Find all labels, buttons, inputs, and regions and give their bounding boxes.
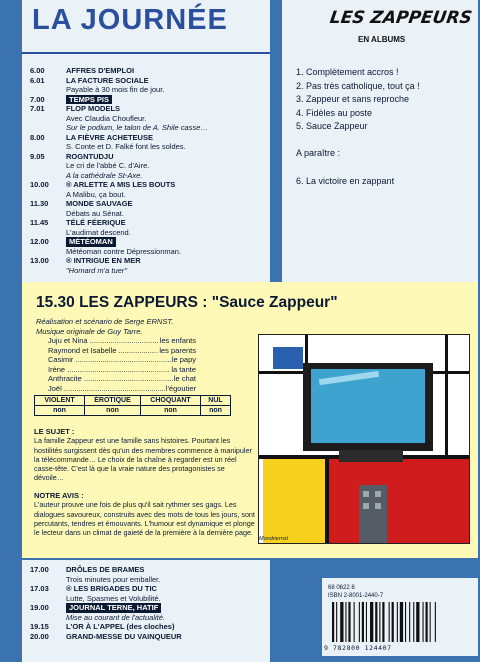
cast-actor: Raymond et Isabelle ..... bbox=[48, 346, 158, 356]
cast-role: les parents bbox=[159, 345, 196, 355]
program-name: ® INTRIGUE EN MER bbox=[66, 256, 141, 265]
barcode-bar bbox=[375, 602, 377, 642]
barcode-bar bbox=[348, 602, 350, 642]
album-list bbox=[296, 66, 420, 134]
barcode-bar bbox=[400, 602, 403, 642]
sujet-heading: LE SUJET : bbox=[34, 427, 75, 436]
schedule-time: 19.00 bbox=[30, 603, 49, 612]
cast-row bbox=[48, 346, 196, 356]
schedule-time: 7.01 bbox=[30, 104, 45, 113]
program-name: DRÔLES DE BRAMES bbox=[66, 565, 145, 574]
barcode-digits: 9 782800 124407 bbox=[324, 644, 392, 652]
barcode-bar bbox=[370, 602, 373, 642]
rating-header: ÉROTIQUE bbox=[85, 396, 141, 406]
barcode-bar bbox=[405, 602, 406, 642]
cast-row bbox=[48, 336, 196, 346]
program-name: MONDE SAUVAGE bbox=[66, 199, 133, 208]
cast-role: l'égoutier bbox=[165, 383, 196, 393]
program-description: Le cri de l'abbé C. d'Aire. bbox=[66, 161, 150, 170]
barcode-bar bbox=[423, 602, 424, 642]
logo-subtitle: EN ALBUMS bbox=[358, 35, 406, 44]
barcode-bar bbox=[416, 602, 419, 642]
album-item: 4. Fidèles au poste bbox=[296, 107, 373, 118]
barcode-bar bbox=[426, 602, 428, 642]
program-name: FLOP MODELS bbox=[66, 104, 121, 113]
schedule-row bbox=[30, 237, 265, 247]
rating-value: non bbox=[141, 406, 201, 416]
cast-actor: Anthracite ..... bbox=[48, 374, 173, 384]
program-name: ® LES BRIGADES DU TIC bbox=[66, 584, 157, 593]
schedule-row bbox=[30, 256, 265, 266]
schedule-row bbox=[30, 218, 265, 228]
barcode-bar bbox=[382, 602, 384, 642]
art-window bbox=[375, 491, 381, 497]
program-description: Trois minutes pour emballer. bbox=[66, 574, 161, 584]
schedule-time: 8.00 bbox=[30, 132, 45, 142]
avis-text: L'auteur prouve une fois de plus qu'il sait rythmer ses gags. Les dialogues savoureux, construits avec des mots de tous les jours, sont percutants, tendres et émouvants. L'humour est dynamique et plonge le lecteur dans un climat de gaieté de la première à la dernière page. bbox=[34, 500, 255, 538]
art-yellow-block bbox=[263, 459, 325, 544]
album-item: 1. Complètement accros ! bbox=[296, 67, 399, 77]
cast-row bbox=[48, 374, 196, 384]
rating-value: non bbox=[201, 406, 231, 416]
schedule-time: 19.15 bbox=[30, 622, 49, 631]
barcode-bar bbox=[332, 602, 334, 642]
catalog-code: 68 0622 8 bbox=[328, 585, 355, 591]
rating-header: NUL bbox=[201, 396, 231, 406]
program-name: ROGNTUDJU bbox=[66, 151, 114, 161]
program-description: A la cathédrale St-Axe. bbox=[66, 170, 143, 180]
schedule-time: 6.00 bbox=[30, 66, 45, 75]
art-line bbox=[445, 335, 448, 459]
evening-schedule bbox=[30, 565, 265, 641]
program-name: LA FIÈVRE ACHETEUSE bbox=[66, 132, 153, 142]
schedule-row bbox=[30, 95, 265, 105]
schedule-time: 11.45 bbox=[30, 218, 49, 227]
title-divider bbox=[22, 52, 270, 54]
rating-table bbox=[34, 395, 231, 416]
program-description: Mise au courant de l'actualité. bbox=[66, 612, 165, 622]
program-description: Météoman contre Dépressionman. bbox=[66, 246, 182, 256]
album-item: 3. Zappeur et sans reproche bbox=[296, 94, 410, 104]
cast-actor: Juju et Nina ..... bbox=[48, 336, 159, 346]
cast-row bbox=[48, 355, 196, 365]
rating-value: non bbox=[35, 406, 85, 416]
rating-header: VIOLENT bbox=[35, 396, 85, 406]
barcode-bar bbox=[379, 602, 380, 642]
schedule-time: 13.00 bbox=[30, 256, 49, 265]
zappeurs-logo: LES ZAPPEURS bbox=[328, 8, 474, 28]
schedule-time: 10.00 bbox=[30, 180, 49, 189]
program-description: L'audimat descend. bbox=[66, 227, 131, 237]
program-name: TEMPS PIS bbox=[66, 95, 112, 105]
schedule-row bbox=[30, 603, 265, 613]
schedule-row bbox=[30, 584, 265, 594]
barcode-bar bbox=[397, 602, 398, 642]
program-name: AFFRES D'EMPLOI bbox=[66, 66, 135, 75]
schedule-row bbox=[30, 133, 265, 143]
schedule-row bbox=[30, 622, 265, 632]
cast-actor: Irène ..... bbox=[48, 365, 170, 375]
avis-section bbox=[34, 491, 256, 537]
barcode-bar bbox=[354, 602, 355, 642]
art-window bbox=[363, 491, 369, 497]
barcode-bar bbox=[366, 602, 367, 642]
program-name: L'OR À L'APPEL (des cloches) bbox=[66, 622, 175, 631]
avis-heading: NOTRE AVIS : bbox=[34, 491, 84, 500]
morning-schedule bbox=[30, 66, 265, 275]
rating-header: CHOQUANT bbox=[141, 396, 201, 406]
schedule-row bbox=[30, 76, 265, 86]
program-name: TÉLÉ FÉERIQUE bbox=[66, 218, 126, 227]
barcode-bar bbox=[413, 602, 414, 642]
art-blue-block bbox=[273, 347, 303, 369]
cast-role: le papy bbox=[171, 355, 196, 364]
barcode-bar bbox=[359, 602, 360, 642]
program-name: GRAND-MESSE DU VAINQUEUR bbox=[66, 631, 182, 641]
schedule-time: 17.00 bbox=[30, 565, 49, 574]
isbn: ISBN 2-8001-2440-7 bbox=[328, 593, 384, 599]
schedule-time: 7.00 bbox=[30, 94, 45, 104]
program-name: JOURNAL TERNE, HATIF bbox=[66, 603, 161, 613]
a-paraitre-label: A paraître : bbox=[296, 148, 341, 158]
cast-role: le chat bbox=[173, 374, 196, 383]
barcode-bar bbox=[409, 602, 410, 642]
art-caption: Mondriernst bbox=[259, 536, 289, 542]
barcode-icon bbox=[330, 602, 470, 644]
art-window bbox=[363, 503, 369, 509]
sujet-section bbox=[34, 427, 256, 483]
schedule-time: 11.30 bbox=[30, 199, 49, 208]
schedule-time: 9.05 bbox=[30, 151, 45, 161]
mondrian-illustration bbox=[258, 334, 470, 544]
sujet-text: La famille Zappeur est une famille sans histoires. Pourtant les hostilités surgissent dès qu'un des membres commence à manipuler la télécommande… Le choix de la chaîne à regarder est un réel casse-tête. C'est là que la vraie nature des protagonistes se dévoile… bbox=[34, 436, 252, 483]
program-name: MÉTÉOMAN bbox=[66, 237, 116, 247]
program-description: Payable à 30 mois fin de jour. bbox=[66, 85, 165, 94]
schedule-row bbox=[30, 565, 265, 575]
cast-list bbox=[48, 336, 196, 393]
next-album: 6. La victoire en zappant bbox=[296, 176, 395, 186]
barcode-bar bbox=[345, 602, 346, 642]
tv-base bbox=[339, 450, 403, 462]
schedule-row bbox=[30, 66, 265, 76]
program-description: A Malibu, ça bout. bbox=[66, 189, 126, 199]
schedule-time: 12.00 bbox=[30, 237, 49, 246]
art-window bbox=[375, 503, 381, 509]
schedule-time: 20.00 bbox=[30, 631, 49, 641]
barcode-bar bbox=[336, 602, 337, 642]
barcode-bar bbox=[435, 602, 436, 642]
barcode-bar bbox=[362, 602, 364, 642]
program-name: ® ARLETTE A MIS LES BOUTS bbox=[66, 180, 176, 189]
program-description: "Homard m'a tuer" bbox=[66, 265, 127, 275]
program-description: Débats au Sénat. bbox=[66, 208, 124, 218]
rating-value: non bbox=[85, 406, 141, 416]
program-description: Lutte, Spasmes et Volubilité. bbox=[66, 593, 161, 603]
page-title: LA JOURNÉE bbox=[32, 4, 228, 36]
schedule-row bbox=[30, 199, 265, 209]
feature-title: 15.30 LES ZAPPEURS : "Sauce Zappeur" bbox=[36, 294, 338, 311]
cast-row bbox=[48, 365, 196, 375]
barcode-bar bbox=[340, 602, 343, 642]
schedule-time: 17.03 bbox=[30, 584, 49, 593]
barcode-bar bbox=[430, 602, 431, 642]
cast-role: la tante bbox=[171, 364, 196, 374]
album-item: 2. Pas très catholique, tout ça ! bbox=[296, 80, 420, 91]
feature-credits bbox=[36, 317, 173, 336]
schedule-row bbox=[30, 152, 265, 162]
schedule-row bbox=[30, 104, 265, 114]
credit-line: Musique originale de Guy Tarre. bbox=[36, 326, 143, 336]
cast-actor: Joël ..... bbox=[48, 384, 165, 394]
credit-line: Réalisation et scénario de Serge ERNST. bbox=[36, 317, 174, 326]
art-red-block bbox=[329, 459, 470, 544]
art-line bbox=[325, 459, 329, 544]
program-description: Avec Claudia Choufleur. bbox=[66, 113, 147, 123]
program-name: LA FACTURE SOCIALE bbox=[66, 75, 149, 85]
cast-actor: Casimir ..... bbox=[48, 355, 171, 365]
schedule-row bbox=[30, 180, 265, 190]
program-description: Sur le podium, le talon de A. Shile casse… bbox=[66, 123, 208, 132]
barcode-bar bbox=[389, 602, 390, 642]
schedule-row bbox=[30, 632, 265, 642]
cast-row bbox=[48, 384, 196, 394]
product-codes bbox=[328, 584, 383, 600]
barcode-bar bbox=[392, 602, 394, 642]
cast-role: les enfants bbox=[159, 336, 196, 345]
schedule-time: 6.01 bbox=[30, 75, 45, 85]
album-item: 5. Sauce Zappeur bbox=[296, 121, 368, 131]
program-description: S. Conte et D. Falké font les soldes. bbox=[66, 142, 186, 151]
